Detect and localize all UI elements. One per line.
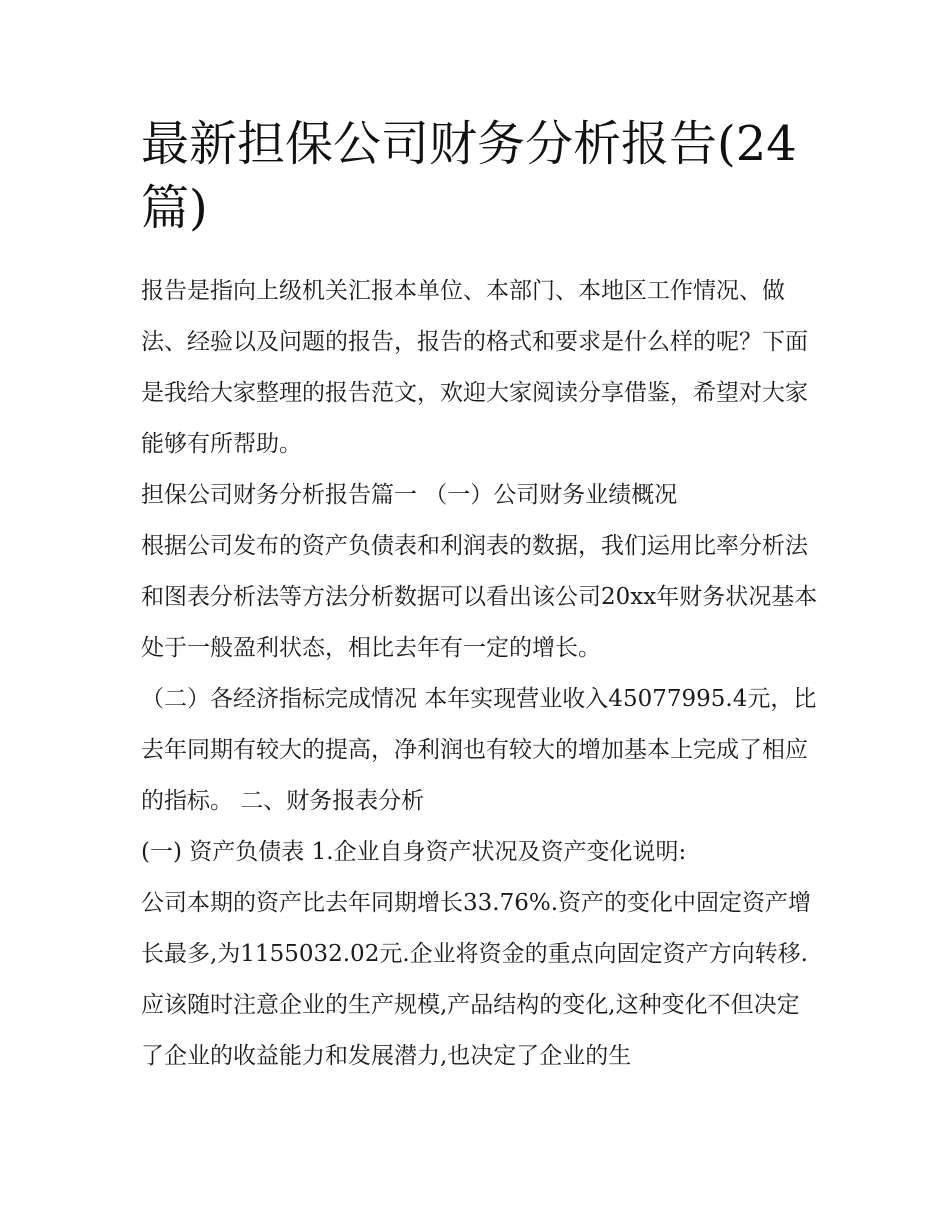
section-heading-overview: 担保公司财务分析报告篇一 （一）公司财务业绩概况 <box>141 482 678 508</box>
overview-paragraph: 根据公司发布的资产负债表和利润表的数据，我们运用比率分析法和图表分析法等方法分析数据可以看出该公司20xx年财务状况基本处于一般盈利状态，相比去年有一定的增长。 <box>141 533 818 661</box>
indicators-paragraph: （二）各经济指标完成情况 本年实现营业收入45077995.4元，比去年同期有较大的提高，净利润也有较大的增加基本上完成了相应的指标。 二、财务报表分析 <box>141 686 817 814</box>
intro-paragraph: 报告是指向上级机关汇报本单位、本部门、本地区工作情况、做法、经验以及问题的报告，报告的格式和要求是什么样的呢？下面是我给大家整理的报告范文，欢迎大家阅读分享借鉴，希望对大家能够有所帮助。 <box>141 278 808 457</box>
assets-paragraph: 公司本期的资产比去年同期增长33.76%.资产的变化中固定资产增长最多,为1155032.02元.企业将资金的重点向固定资产方向转移.应该随时注意企业的生产规模,产品结构的变化,这种变化不但决定了企业的收益能力和发展潜力,也决定了企业的生 <box>141 890 812 1069</box>
document-title: 最新担保公司财务分析报告(24篇) <box>141 116 797 236</box>
document-page <box>141 112 821 1082</box>
balance-sheet-heading: (一) 资产负债表 1.企业自身资产状况及资产变化说明: <box>141 839 687 865</box>
